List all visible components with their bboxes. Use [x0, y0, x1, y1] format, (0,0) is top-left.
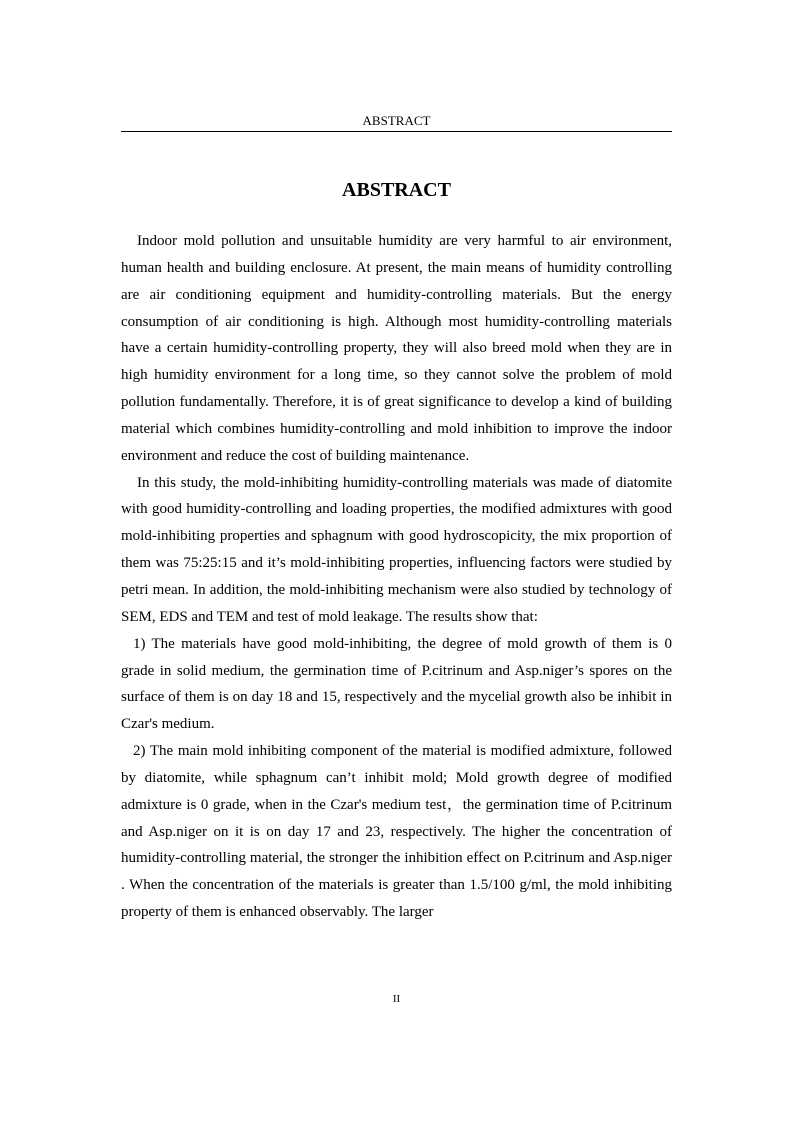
page-number: II — [392, 993, 401, 1005]
result-item-2: 2) The main mold inhibiting component of the material is modified admixture, followed by diatomite, while sphagnum can’t inhibit mold; Mold growth degree of modified admixture is 0 grade, when in the Czar's medium test，the germination time of P.citrinum and Asp.niger on it is on day 17 and 23, respectively. The higher the concentration of humidity-controlling material, the stronger the inhibition effect on P.citrinum and Asp.niger . When the concentration of the materials is greater than 1.5/100 g/ml, the mold inhibiting property of them is enhanced observably. The larger — [121, 743, 672, 921]
running-header: ABSTRACT — [121, 113, 672, 132]
page-title: ABSTRACT — [342, 179, 451, 201]
abstract-body — [121, 228, 672, 926]
result-item-1: 1) The materials have good mold-inhibiting, the degree of mold growth of them is 0 grade in solid medium, the germination time of P.citrinum and Asp.niger’s spores on the surface of them is on day 18 and 15, respectively and the mycelial growth also be inhibit in Czar's medium. — [121, 635, 672, 733]
abstract-paragraph-method: In this study, the mold-inhibiting humidity-controlling materials was made of diatomite with good humidity-controlling and loading properties, the modified admixtures with good mold-inhibiting properties and sphagnum with good hydroscopicity, the mix proportion of them was 75:25:15 and it’s mold-inhibiting properties, influencing factors were studied by petri mean. In addition, the mold-inhibiting mechanism were also studied by technology of SEM, EDS and TEM and test of mold leakage. The results show that: — [121, 474, 672, 625]
abstract-paragraph-intro: Indoor mold pollution and unsuitable humidity are very harmful to air environment, human health and building enclosure. At present, the main means of humidity controlling are air conditioning equipment and humidity-controlling materials. But the energy consumption of air conditioning is high. Although most humidity-controlling materials have a certain humidity-controlling property, they will also breed mold when they are in high humidity environment for a long time, so they cannot solve the problem of mold pollution fundamentally. Therefore, it is of great significance to develop a kind of building material which combines humidity-controlling and mold inhibition to improve the indoor environment and reduce the cost of building maintenance. — [121, 233, 672, 464]
